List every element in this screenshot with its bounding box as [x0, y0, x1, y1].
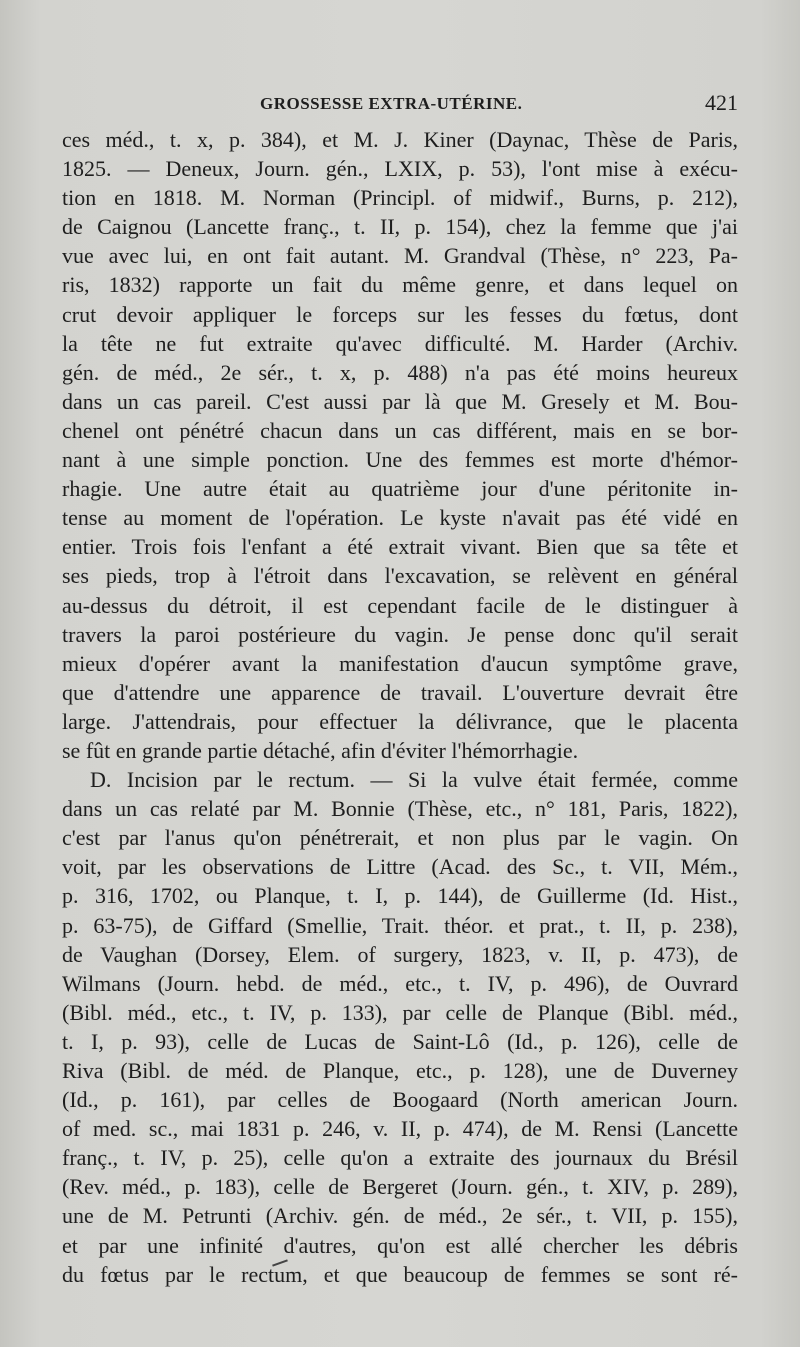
- text-line: vue avec lui, en ont fait autant. M. Grandval (Thèse, n° 223, Pa-: [62, 243, 738, 269]
- text-line: nant à une simple ponction. Une des femmes est morte d'hémor-: [62, 447, 738, 473]
- text-line: de Vaughan (Dorsey, Elem. of surgery, 1823, v. II, p. 473), de: [62, 941, 738, 967]
- text-line: voit, par les observations de Littre (Acad. des Sc., t. VII, Mém.,: [62, 854, 738, 880]
- text-line: se fût en grande partie détaché, afin d'éviter l'hémorrhagie.: [62, 737, 579, 763]
- text-line: tion en 1818. M. Norman (Principl. of midwif., Burns, p. 212),: [62, 185, 738, 211]
- text-line: gén. de méd., 2e sér., t. x, p. 488) n'a pas été moins heureux: [62, 359, 738, 385]
- text-line: D. Incision par le rectum. — Si la vulve était fermée, comme: [90, 767, 738, 793]
- text-line: mieux d'opérer avant la manifestation d'aucun symptôme grave,: [62, 650, 738, 676]
- text-line: 1825. — Deneux, Journ. gén., LXIX, p. 53), l'ont mise à exécu-: [62, 156, 738, 182]
- text-line: dans un cas pareil. C'est aussi par là que M. Gresely et M. Bou-: [62, 388, 738, 414]
- text-line: (Rev. méd., p. 183), celle de Bergeret (Journ. gén., t. XIV, p. 289),: [62, 1174, 738, 1200]
- text-line: une de M. Petrunti (Archiv. gén. de méd., 2e sér., t. VII, p. 155),: [62, 1203, 738, 1229]
- text-line: t. I, p. 93), celle de Lucas de Saint-Lô (Id., p. 126), celle de: [62, 1028, 738, 1054]
- text-line: (Bibl. méd., etc., t. IV, p. 133), par celle de Planque (Bibl. méd.,: [62, 999, 738, 1025]
- text-line: rhagie. Une autre était au quatrième jour d'une péritonite in-: [62, 476, 738, 502]
- text-line: la tête ne fut extraite qu'avec difficulté. M. Harder (Archiv.: [62, 330, 738, 356]
- text-line: du fœtus par le rectum, et que beaucoup de femmes se sont ré-: [62, 1261, 738, 1287]
- text-line: large. J'attendrais, pour effectuer la délivrance, que le placenta: [62, 708, 738, 734]
- text-lines: [62, 125, 738, 1289]
- text-line: ses pieds, trop à l'étroit dans l'excavation, se relèvent en général: [62, 563, 738, 589]
- text-line: Riva (Bibl. de méd. de Planque, etc., p. 128), une de Duverney: [62, 1058, 738, 1083]
- text-line: chenel ont pénétré chacun dans un cas différent, mais en se bor-: [62, 417, 738, 443]
- text-line: of med. sc., mai 1831 p. 246, v. II, p. 474), de M. Rensi (Lancette: [62, 1116, 738, 1142]
- text-line: que d'attendre une apparence de travail. L'ouverture devrait être: [62, 679, 738, 705]
- text-line: ris, 1832) rapporte un fait du même genre, et dans lequel on: [62, 272, 738, 298]
- body-text: [62, 125, 738, 1289]
- text-line: (Id., p. 161), par celles de Boogaard (North american Journ.: [62, 1087, 738, 1113]
- text-line: p. 316, 1702, ou Planque, t. I, p. 144), de Guillerme (Id. Hist.,: [62, 883, 738, 909]
- text-line: crut devoir appliquer le forceps sur les fesses du fœtus, dont: [62, 301, 738, 327]
- text-line: de Caignou (Lancette franç., t. II, p. 154), chez la femme que j'ai: [62, 214, 738, 240]
- text-line: au-dessus du détroit, il est cependant facile de le distinguer à: [62, 592, 738, 618]
- text-line: c'est par l'anus qu'on pénétrerait, et non plus par le vagin. On: [62, 825, 738, 851]
- running-title: GROSSESSE EXTRA-UTÉRINE.: [260, 94, 523, 113]
- text-line: travers la paroi postérieure du vagin. Je pense donc qu'il serait: [62, 621, 738, 647]
- text-line: entier. Trois fois l'enfant a été extrait vivant. Bien que sa tête et: [62, 534, 738, 560]
- page-number: 421: [705, 90, 738, 115]
- text-line: Wilmans (Journ. hebd. de méd., etc., t. IV, p. 496), de Ouvrard: [62, 970, 738, 996]
- text-line: franç., t. IV, p. 25), celle qu'on a extraite des journaux du Brésil: [62, 1145, 738, 1171]
- page-header: [62, 90, 738, 120]
- text-line: et par une infinité d'autres, qu'on est allé chercher les débris: [62, 1232, 738, 1258]
- text-line: p. 63-75), de Giffard (Smellie, Trait. théor. et prat., t. II, p. 238),: [62, 912, 738, 938]
- text-line: dans un cas relaté par M. Bonnie (Thèse, etc., n° 181, Paris, 1822),: [62, 796, 738, 822]
- text-line: ces méd., t. x, p. 384), et M. J. Kiner (Daynac, Thèse de Paris,: [62, 127, 738, 152]
- text-line: tense au moment de l'opération. Le kyste n'avait pas été vidé en: [62, 505, 738, 531]
